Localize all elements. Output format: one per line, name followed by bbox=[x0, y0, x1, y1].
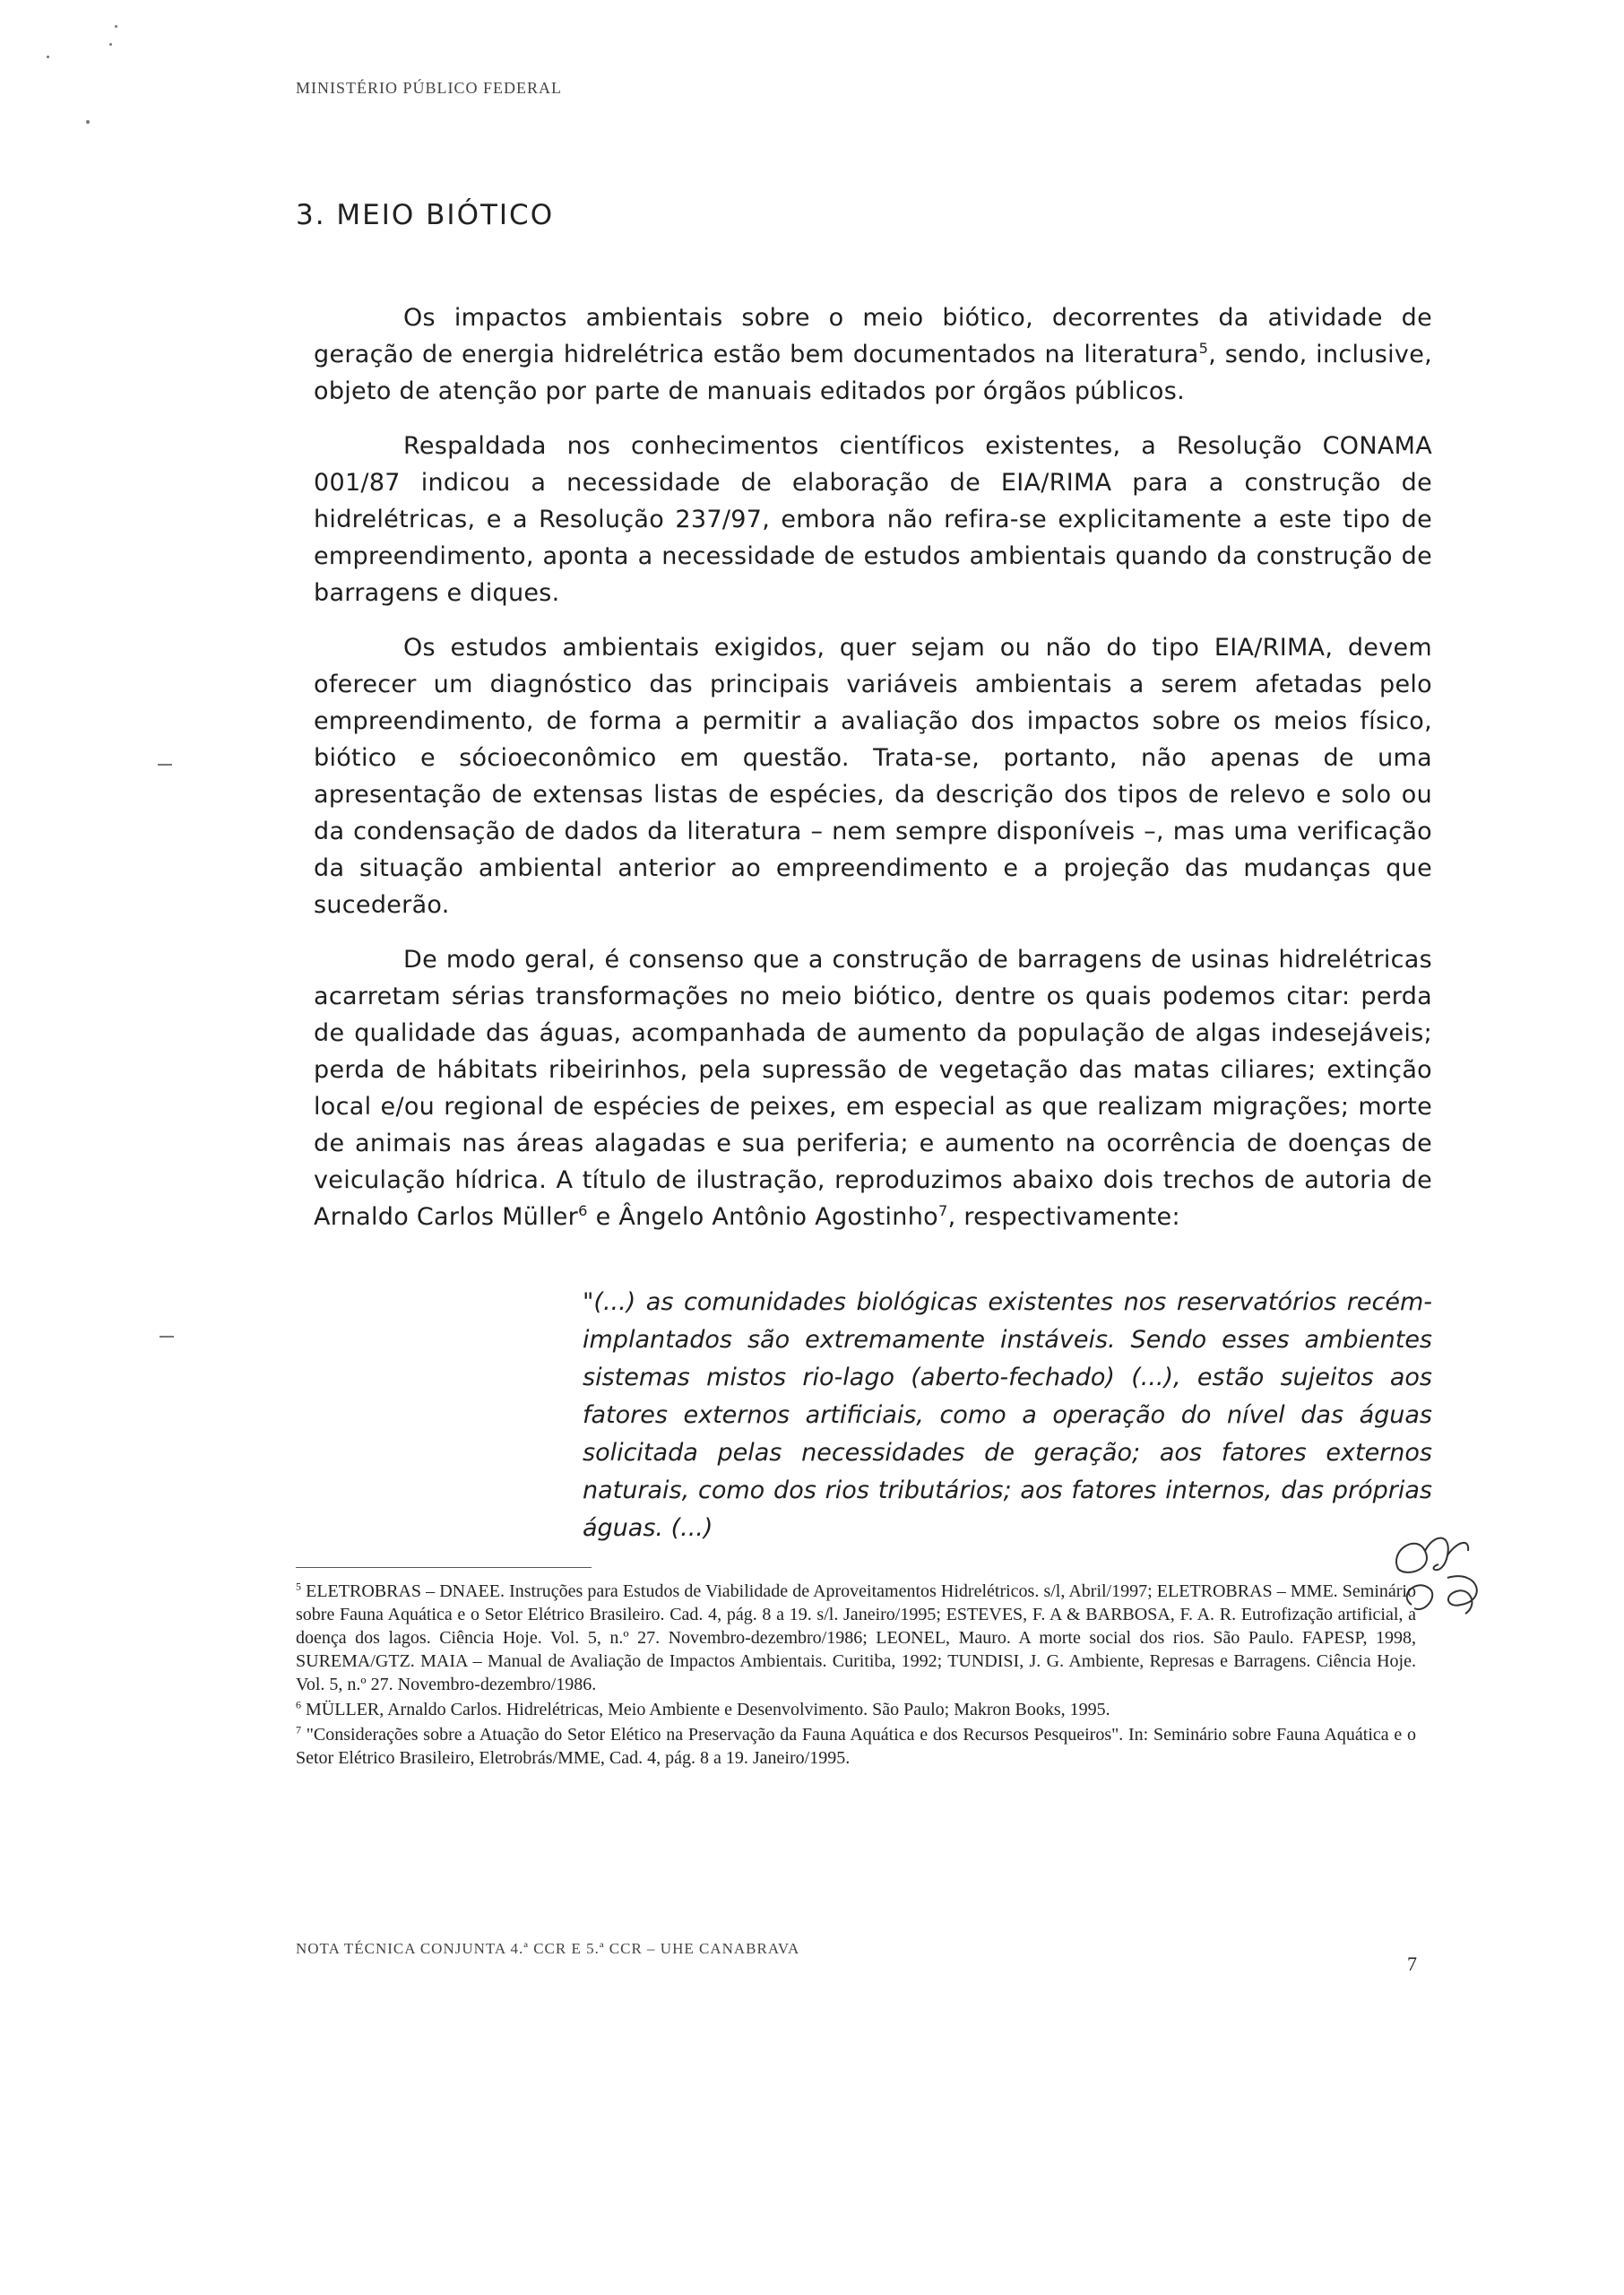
paragraph: Os impactos ambientais sobre o meio biótico, decorrentes da atividade de geração de energia hidrelétrica estão bem documentados na literatura$^5$, sendo, inclusive, objeto de atenção por parte de manuais editados por órgãos públicos. bbox=[314, 304, 1432, 405]
page-header: MINISTÉRIO PÚBLICO FEDERAL bbox=[296, 79, 563, 97]
footnotes bbox=[296, 1580, 1416, 1771]
scan-speck bbox=[47, 56, 49, 58]
scan-speck bbox=[86, 120, 90, 124]
scan-mark bbox=[158, 764, 172, 766]
footnote-separator bbox=[296, 1567, 592, 1568]
scan-speck bbox=[115, 25, 117, 28]
page-footer: NOTA TÉCNICA CONJUNTA 4.ª CCR E 5.ª CCR – UHE CANABRAVA bbox=[296, 1940, 800, 1957]
body-text bbox=[314, 299, 1432, 1253]
footnote: $^5$ ELETROBRAS – DNAEE. Instruções para Estudos de Viabilidade de Aproveitamentos Hidrelétricos. s/l, Abril/1997; ELETROBRAS – MME. Seminário sobre Fauna Aquática e o Setor Elétrico Brasileiro. Cad. 4, pág. 8 a 19. s/l. Janeiro/1995; ESTEVES, F. A & BARBOSA, F. A. R. Eutrofização artificial, a doença dos lagos. Ciência Hoje. Vol. 5, n.º 27. Novembro-dezembro/1986; LEONEL, Mauro. A morte social dos rios. São Paulo. FAPESP, 1998, SUREMA/GTZ. MAIA – Manual de Avaliação de Impactos Ambientais. Curitiba, 1992; TUNDISI, J. G. Ambiente, Represas e Barragens. Ciência Hoje. Vol. 5, n.º 27. Novembro-dezembro/1986. bbox=[296, 1580, 1416, 1694]
paragraph: Respaldada nos conhecimentos científicos existentes, a Resolução CONAMA 001/87 indicou a necessidade de elaboração de EIA/RIMA para a construção de hidrelétricas, e a Resolução 237/97, embora não refira-se explicitamente a este tipo de empreendimento, aponta a necessidade de estudos ambientais quando da construção de barragens e diques. bbox=[314, 432, 1432, 607]
paragraph: De modo geral, é consenso que a construção de barragens de usinas hidrelétricas acarretam sérias transformações no meio biótico, dentre os quais podemos citar: perda de qualidade das águas, acompanhada de aumento da população de algas indesejáveis; perda de hábitats ribeirinhos, pela supressão de vegetação das matas ciliares; extinção local e/ou regional de espécies de peixes, em especial as que realizam migrações; morte de animais nas áreas alagadas e sua periferia; e aumento na ocorrência de doenças de veiculação hídrica. A título de ilustração, reproduzimos abaixo dois trechos de autoria de Arnaldo Carlos Müller$^6$ e Ângelo Antônio Agostinho$^7$, respectivamente: bbox=[314, 946, 1432, 1231]
scan-speck bbox=[109, 43, 112, 46]
section-title: 3. MEIO BIÓTICO bbox=[296, 199, 555, 231]
block-quote: "(...) as comunidades biológicas existentes nos reservatórios recém-implantados são extremamente instáveis. Sendo esses ambientes sistemas mistos rio-lago (aberto-fechado) (...), estão sujeitos aos fatores externos artificiais, como a operação do nível das águas solicitada pelas necessidades de geração; aos fatores externos naturais, como dos rios tributários; aos fatores internos, das próprias águas. (...) bbox=[583, 1288, 1432, 1542]
footnote-ref: 5 bbox=[1198, 340, 1209, 357]
footnote-ref: 6 bbox=[578, 1202, 588, 1219]
footnote: $^6$ MÜLLER, Arnaldo Carlos. Hidrelétricas, Meio Ambiente e Desenvolvimento. São Paulo; Makron Books, 1995. bbox=[296, 1698, 1110, 1719]
scan-mark bbox=[160, 1336, 174, 1338]
paragraph: Os estudos ambientais exigidos, quer sejam ou não do tipo EIA/RIMA, devem oferecer um diagnóstico das principais variáveis ambientais a serem afetadas pelo empreendimento, de forma a permitir a avaliação dos impactos sobre os meios físico, biótico e sócioeconômico em questão. Trata-se, portanto, não apenas de uma apresentação de extensas listas de espécies, da descrição dos tipos de relevo e solo ou da condensação de dados da literatura – nem sempre disponíveis –, mas uma verificação da situação ambiental anterior ao empreendimento e a projeção das mudanças que sucederão. bbox=[314, 634, 1432, 919]
page-number: 7 bbox=[1407, 1953, 1417, 1975]
footnote-ref: 7 bbox=[937, 1202, 948, 1219]
footnote: $^7$ "Considerações sobre a Atuação do Setor Elético na Preservação da Fauna Aquática e dos Recursos Pesqueiros". In: Seminário sobre Fauna Aquática e o Setor Elétrico Brasileiro, Eletrobrás/MME, Cad. 4, pág. 8 a 19. Janeiro/1995. bbox=[296, 1723, 1417, 1768]
